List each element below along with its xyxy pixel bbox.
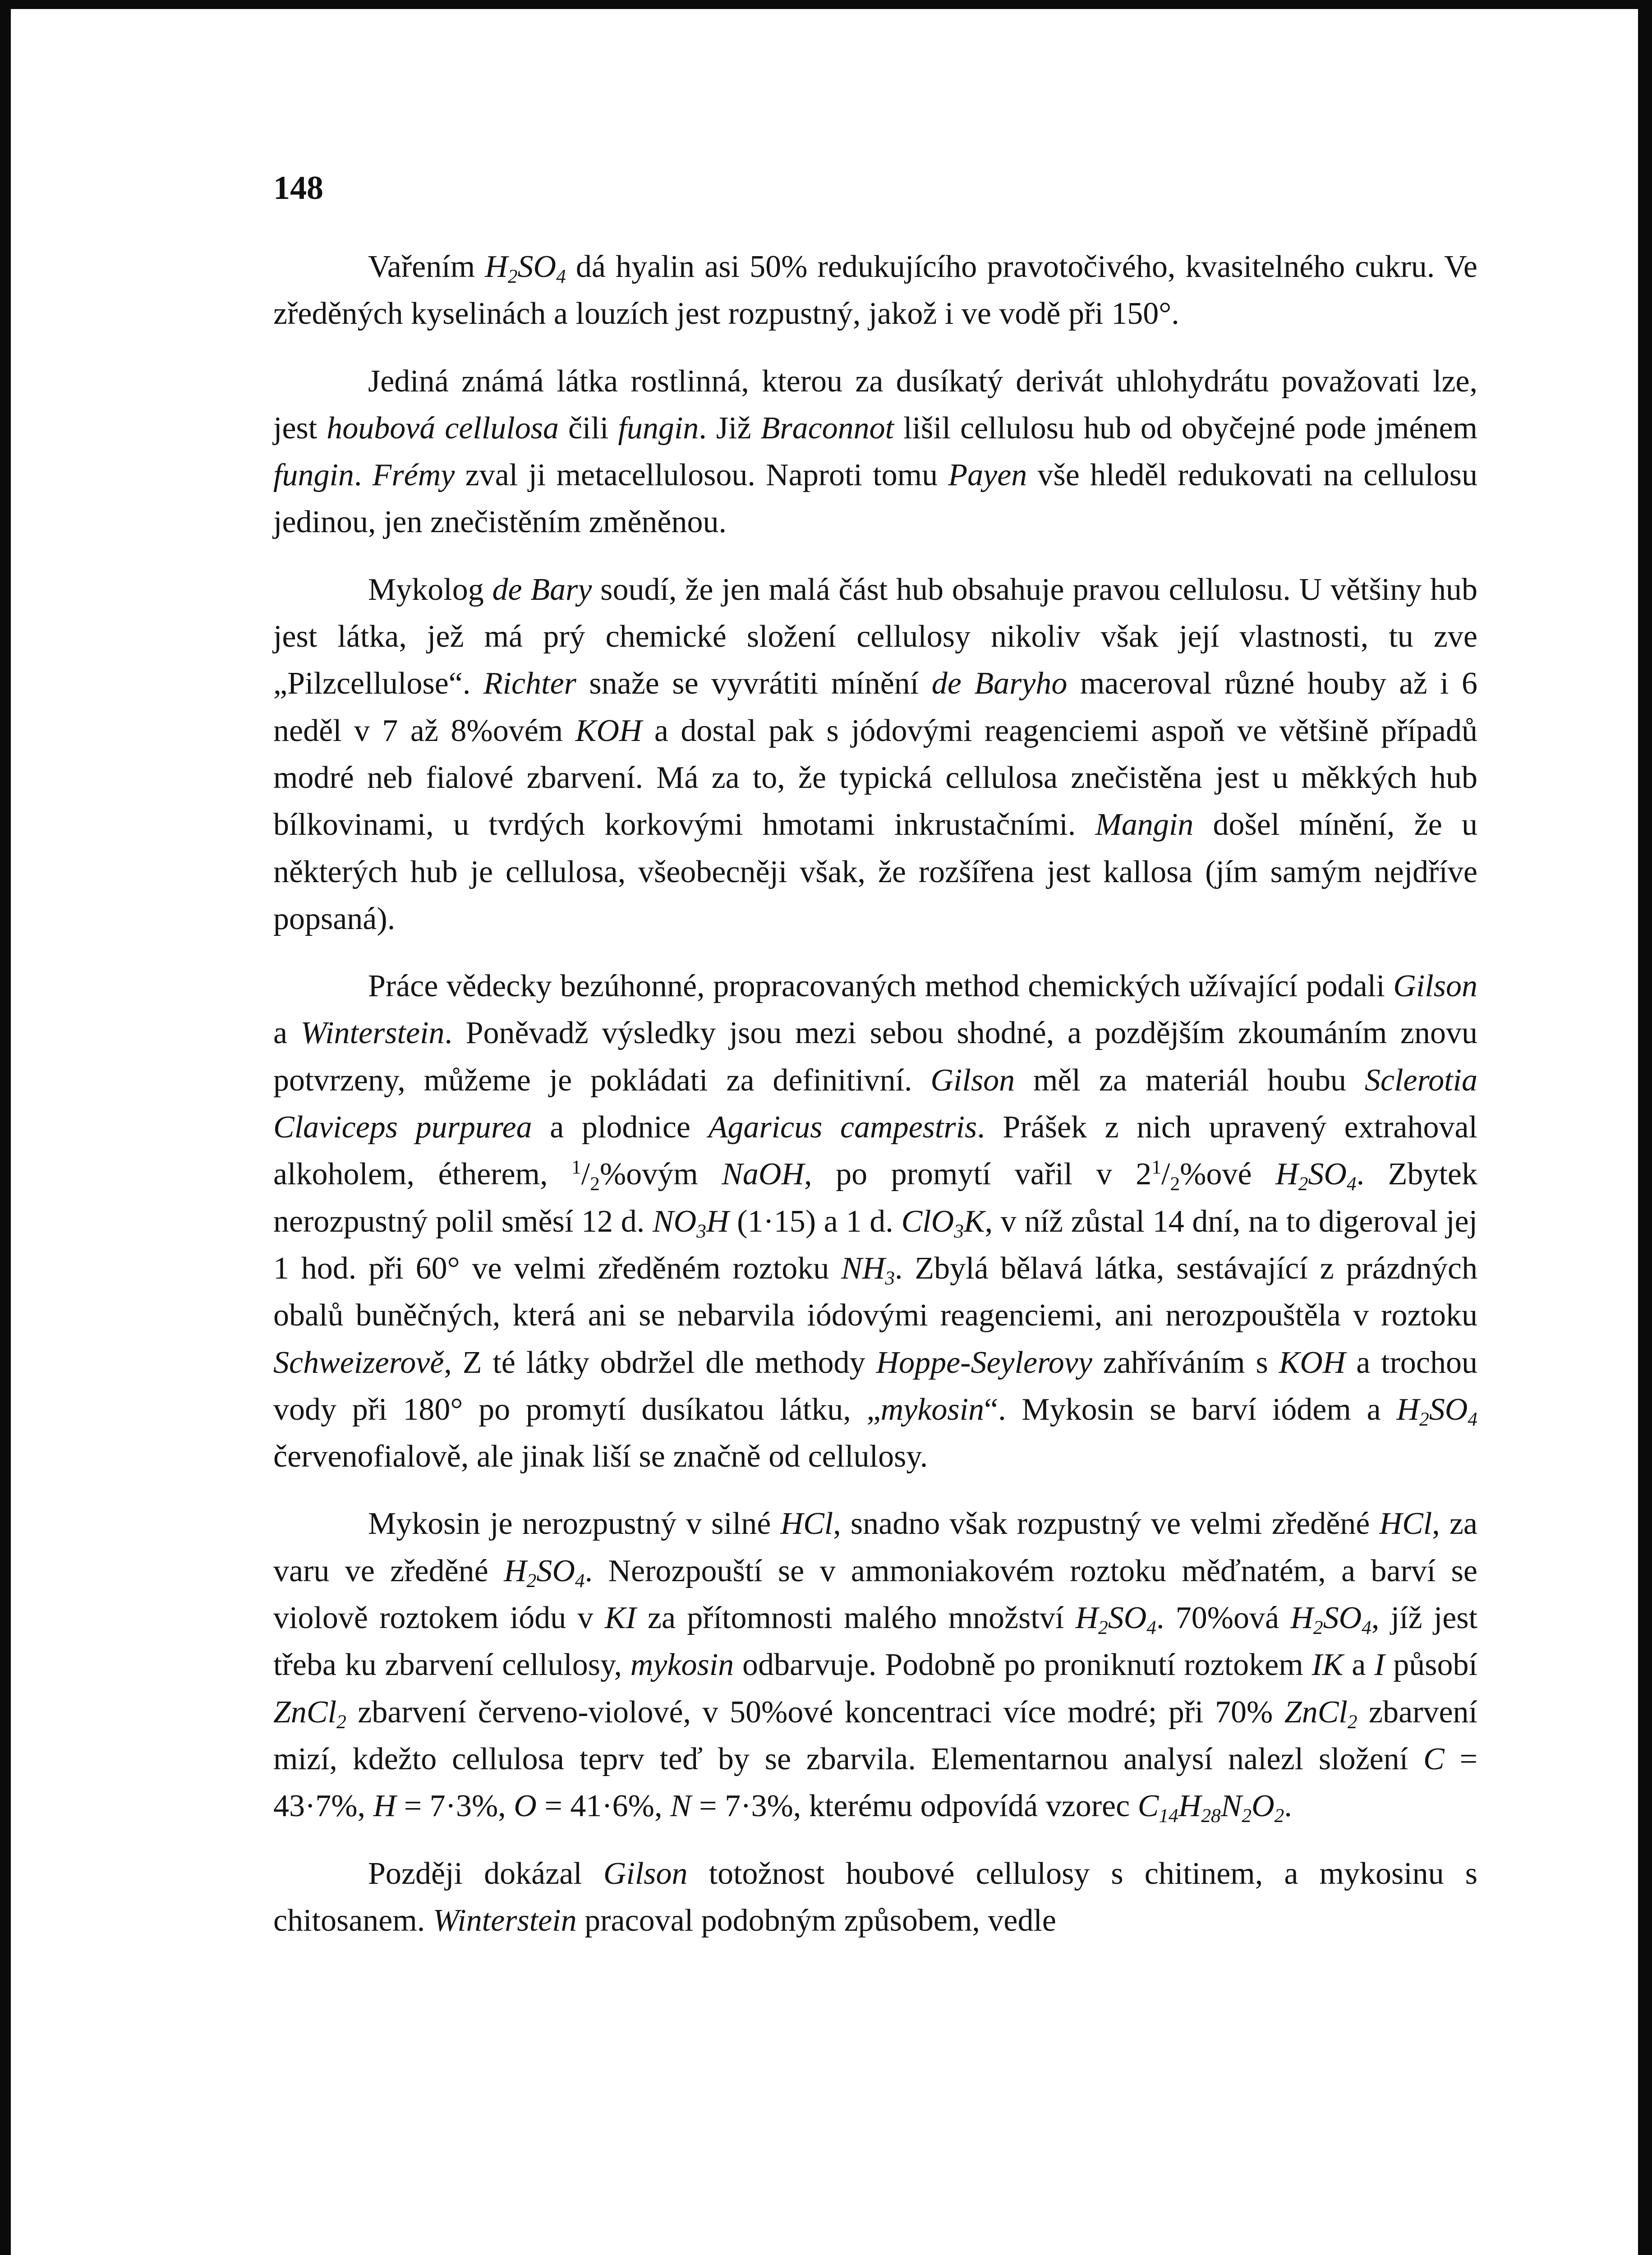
paragraph: Jediná známá látka rostlinná, kterou za dusíkatý derivát uhlohydrátu považovati lze, jest houbová cellulosa čili fungin. Již Braconnot lišil cellulosu hub od obyčejné pode jménem fungin. Frémy zval ji metacellulosou. Naproti tomu Payen vše hleděl redukovati na cellulosu jedinou, jen znečistěním změněnou. [273, 364, 1478, 540]
page [11, 9, 1638, 2255]
paragraph: Později dokázal Gilson totožnost houbové cellulosy s chitinem, a mykosinu s chitosanem. Winterstein pracoval podobným způsobem, vedle [273, 1856, 1477, 1938]
page-number: 148 [273, 170, 323, 207]
paragraph: Mykolog de Bary soudí, že jen malá část hub obsahuje pravou cellulosu. U většiny hub jest látka, jež má prý chemické složení cellulosy nikoliv však její vlastnosti, tu zve „Pilzcellulose“. Richter snaže se vyvrátiti mínění de Baryho maceroval různé houby až i 6 neděl v 7 až 8%ovém KOH a dostal pak s jódovými reagenciemi aspoň ve většině případů modré neb fialové zbarvení. Má za to, že typická cellulosa znečistěna jest u měkkých hub bílkovinami, u tvrdých korkovými hmotami inkrustačními. Mangin došel mínění, že u některých hub je cellulosa, všeobecněji však, že rozšířena jest kallosa (jím samým nejdříve popsaná). [273, 572, 1478, 936]
paragraph: Práce vědecky bezúhonné, propracovaných method chemických užívající podali Gilson a Winterstein. Poněvadž výsledky jsou mezi sebou shodné, a pozdějším zkoumáním znovu potvrzeny, můžeme je pokládati za definitivní. Gilson měl za materiál houbu Sclerotia Claviceps purpurea a plodnice Agaricus campestris. Prášek z nich upravený extrahoval alkoholem, étherem, $^1/_2\%ovým$ NaOH, po promytí vařil v $2^1/_2\%ové$ $H_2SO_4$. Zbytek nerozpustný polil směsí 12 d. $NO_3H$ (1·15) a 1 d. ClO$_3$K, v níž zůstal 14 dní, na to digeroval jej 1 hod. při 60° ve velmi zředěném roztoku $NH_3$. Zbylá bělavá látka, sestávající z prázdných obalů buněčných, která ani se nebarvila iódovými reagenciemi, ani nerozpouštěla v roztoku Schweizerově, Z té látky obdržel dle methody Hoppe-Seylerovy zahříváním s KOH a trochou vody při 180° po promytí dusíkatou látku, „mykosin“. Mykosin se barví iódem a $H_2SO_4$ červenofialově, ale jinak liší se značně od cellulosy. [273, 969, 1478, 1474]
paragraph: Mykosin je nerozpustný v silné HCl, snadno však rozpustný ve velmi zředěné HCl, za varu ve zředěné $H_2SO_4$. Nerozpouští se v ammoniakovém roztoku měďnatém, a barví se violově roztokem iódu v KI za přítomnosti malého množství $H_2SO_4$. 70%ová $H_2SO_4$, jíž jest třeba ku zbarvení cellulosy, mykosin odbarvuje. Podobně po proniknutí roztokem IK a I působí ZnCl$_2$ zbarvení červeno-violové, v 50%ové koncentraci více modré; při 70% ZnCl$_2$ zbarvení mizí, kdežto cellulosa teprv teď by se zbarvila. Elementarnou analysí nalezl složení C = 43·7%, H = 7·3%, O = 41·6%, N = 7·3%, kterému odpovídá vzorec $C_{14}H_{28}N_2O_2$. [273, 1506, 1478, 1827]
paragraph: Vařením $H_2SO_4$ dá hyalin asi 50% redukujícího pravotočivého, kvasitelného cukru. Ve zředěných kyselinách a louzích jest rozpustný, jakož i ve vodě při 150°. [273, 249, 1477, 331]
body-text [273, 244, 1477, 1944]
